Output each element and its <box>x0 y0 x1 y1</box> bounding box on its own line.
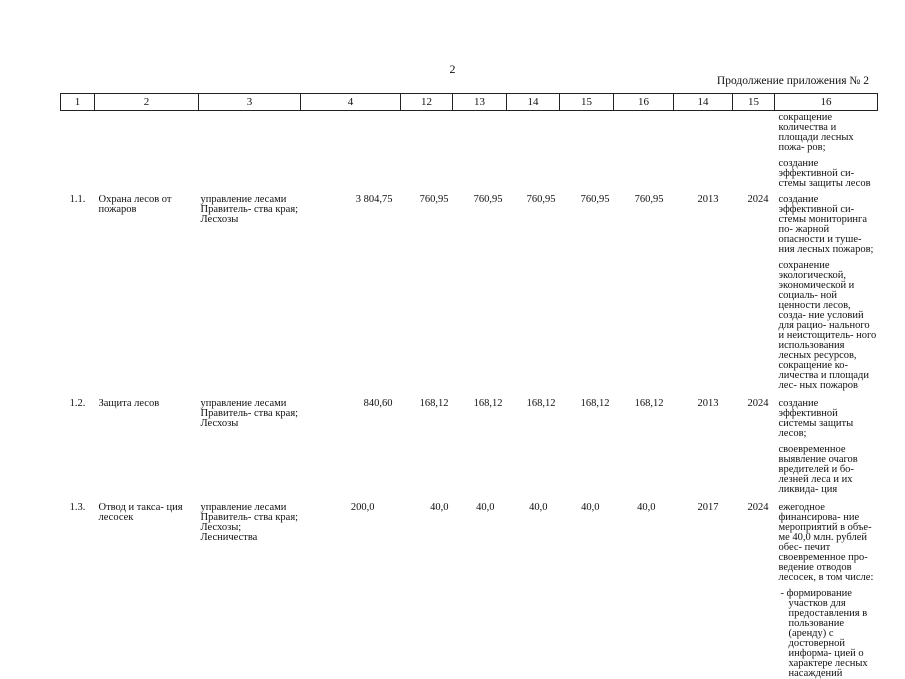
table-row <box>61 189 878 399</box>
table-row <box>61 111 878 190</box>
row-value: 168,12 <box>419 398 449 409</box>
row-responsible: управление лесами Правитель- ства края; Лесхозы <box>200 194 299 225</box>
row-start-year: 2017 <box>697 502 719 513</box>
row-value: 40,0 <box>476 502 495 513</box>
row-value: 40,0 <box>637 502 656 513</box>
col-header: 13 <box>453 94 507 111</box>
results-cell <box>775 189 878 399</box>
col-header: 4 <box>301 94 401 111</box>
row-value: 760,95 <box>634 194 664 205</box>
result-text: создание эффективной си- стемы защиты лесов <box>778 158 871 189</box>
row-total: 840,60 <box>363 398 393 409</box>
row-number: 1.1. <box>69 194 86 205</box>
result-text: создание эффективной си- стемы мониторинга по- жарной опасности и туше- ния лесных пожаров; <box>778 194 874 255</box>
row-value: 168,12 <box>526 398 556 409</box>
results-cell <box>775 399 878 503</box>
result-text: сокращение количества и площади лесных пожа- ров; <box>778 112 854 153</box>
row-responsible: управление лесами Правитель- ства края; Лесхозы; Лесничества <box>200 502 299 543</box>
col-header: 12 <box>401 94 453 111</box>
col-header: 15 <box>733 94 775 111</box>
row-number: 1.2. <box>69 398 86 409</box>
header-row <box>61 94 878 111</box>
row-end-year: 2024 <box>747 398 769 409</box>
result-text: - формирование участков для предоставления в пользование (аренду) с достоверной информа- цией о характере лесных насаждений <box>780 588 868 679</box>
row-value: 40,0 <box>581 502 600 513</box>
col-header: 15 <box>560 94 614 111</box>
continuation-label: Продолжение приложения № 2 <box>716 75 869 87</box>
row-start-year: 2013 <box>697 194 719 205</box>
result-text: своевременное выявление очагов вредителей и бо- лезней леса и их ликвида- ция <box>778 444 858 495</box>
col-header: 1 <box>61 94 95 111</box>
col-header: 2 <box>95 94 199 111</box>
table-row <box>61 503 878 679</box>
row-name: Отвод и такса- ция лесосек <box>98 502 183 523</box>
row-end-year: 2024 <box>747 194 769 205</box>
program-table <box>60 93 878 679</box>
col-header: 14 <box>507 94 560 111</box>
results-cell <box>775 111 878 190</box>
result-text: ежегодное финансирова- ние мероприятий в объе- ме 40,0 млн. рублей обес- печит своевременное про- ведение отводов лесосек, в том числе: <box>778 502 874 583</box>
col-header: 16 <box>614 94 674 111</box>
col-header: 14 <box>674 94 733 111</box>
row-value: 168,12 <box>580 398 610 409</box>
col-header: 16 <box>775 94 878 111</box>
row-value: 168,12 <box>473 398 503 409</box>
table-row <box>61 399 878 503</box>
row-value: 40,0 <box>529 502 548 513</box>
result-text: сохранение экологической, экономической и социаль- ной ценности лесов, созда- ние условий для рацио- нального и неистощитель- ного использования лесных ресурсов, сокращение ко- личества и площади лес- ных пожаров <box>778 260 877 391</box>
row-value: 760,95 <box>419 194 449 205</box>
row-name: Защита лесов <box>98 398 160 409</box>
row-total: 200,0 <box>350 502 375 513</box>
row-value: 760,95 <box>526 194 556 205</box>
result-text: создание эффективной системы защиты лесов; <box>778 398 854 439</box>
row-total: 3 804,75 <box>355 194 393 205</box>
page-number: 2 <box>449 62 456 76</box>
row-responsible: управление лесами Правитель- ства края; Лесхозы <box>200 398 299 429</box>
row-end-year: 2024 <box>747 502 769 513</box>
row-value: 760,95 <box>473 194 503 205</box>
col-header: 3 <box>199 94 301 111</box>
row-value: 760,95 <box>580 194 610 205</box>
results-cell <box>775 503 878 679</box>
row-name: Охрана лесов от пожаров <box>98 194 172 215</box>
row-start-year: 2013 <box>697 398 719 409</box>
row-value: 40,0 <box>430 502 449 513</box>
row-value: 168,12 <box>634 398 664 409</box>
row-number: 1.3. <box>69 502 86 513</box>
